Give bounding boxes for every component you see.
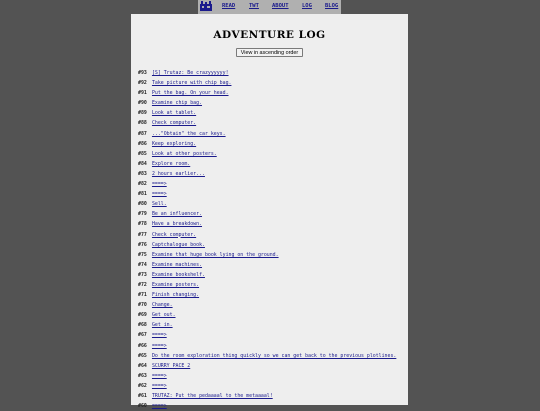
log-entry <box>138 108 406 118</box>
log-entry-link[interactable]: 2 hours earlier... <box>151 170 205 177</box>
log-entry-number: #67 <box>138 332 147 339</box>
log-entry-link[interactable]: ====> <box>151 342 167 349</box>
log-entry <box>138 129 406 139</box>
page-title: ADVENTURE LOG <box>213 29 326 41</box>
log-entry <box>138 250 406 260</box>
log-entry <box>138 68 406 78</box>
log-entry <box>138 361 406 371</box>
log-entry <box>138 159 406 169</box>
log-entry-number: #63 <box>138 372 147 379</box>
log-entry-number: #69 <box>138 312 147 319</box>
log-entry-number: #66 <box>138 342 147 349</box>
nav-link-blog[interactable]: BLOG <box>325 3 339 9</box>
log-entry-number: #65 <box>138 352 147 359</box>
log-entry <box>138 290 406 300</box>
log-entry-number: #60 <box>138 403 147 410</box>
log-entry-number: #80 <box>138 201 147 208</box>
log-entry <box>138 351 406 361</box>
log-entry <box>138 189 406 199</box>
log-entry-link[interactable]: Put the bag. On your head. <box>151 90 229 97</box>
log-entry-link[interactable]: ====> <box>151 403 167 410</box>
log-entry <box>138 240 406 250</box>
top-navigation-bar <box>198 0 341 14</box>
log-entry <box>138 230 406 240</box>
log-entry <box>138 401 406 411</box>
log-entry-link[interactable]: Examine that huge book lying on the ground. <box>151 251 279 258</box>
log-entry-number: #62 <box>138 382 147 389</box>
log-entry-number: #61 <box>138 393 147 399</box>
log-entry-number: #82 <box>138 181 147 188</box>
log-entry <box>138 310 406 320</box>
log-entry <box>138 280 406 290</box>
log-entry-number: #85 <box>138 150 147 157</box>
log-entry-link[interactable]: ====> <box>151 191 167 198</box>
log-entry-number: #78 <box>138 221 147 228</box>
content-panel <box>131 14 408 410</box>
log-entry <box>138 78 406 88</box>
log-entry-link[interactable]: TRUTAZ: Put the pedaaaal to the metaaaal! <box>151 393 273 399</box>
log-entry-number: #89 <box>138 110 147 117</box>
log-entry-number: #84 <box>138 160 147 167</box>
log-entry <box>138 371 406 381</box>
log-entry-number: #81 <box>138 191 147 198</box>
log-entry-number: #92 <box>138 80 147 87</box>
log-entry-link[interactable]: ..."Obtain" the car keys. <box>151 130 226 137</box>
log-entry <box>138 330 406 340</box>
log-entry-number: #70 <box>138 302 147 309</box>
log-entry-number: #75 <box>138 251 147 258</box>
log-entry <box>138 139 406 149</box>
log-entry <box>138 88 406 98</box>
log-entry <box>138 260 406 270</box>
log-entry-link[interactable]: [S] Trutaz: Be crazyyyyyy! <box>151 70 229 76</box>
log-entry-number: #73 <box>138 271 147 278</box>
log-entry-number: #76 <box>138 241 147 248</box>
log-entry-number: #74 <box>138 261 147 268</box>
log-entry <box>138 209 406 219</box>
log-entry-link[interactable]: Examine bookshelf. <box>151 271 205 278</box>
log-entry-link[interactable]: Be an influencer. <box>151 211 203 218</box>
log-entry-number: #71 <box>138 292 147 299</box>
log-entry <box>138 219 406 229</box>
log-entry-link[interactable]: Have a breakdown. <box>151 221 203 228</box>
log-entry-number: #83 <box>138 170 147 177</box>
log-entry-link[interactable]: Change. <box>151 302 173 309</box>
log-entry <box>138 320 406 330</box>
log-entry-link[interactable]: ====> <box>151 181 167 188</box>
log-entry-link[interactable]: Look at tablet. <box>151 110 197 117</box>
log-entry <box>138 270 406 280</box>
log-entry <box>138 149 406 159</box>
log-entry-link[interactable]: Get in. <box>151 322 173 329</box>
log-entry-number: #90 <box>138 100 147 107</box>
nav-link-about[interactable]: ABOUT <box>272 3 289 9</box>
log-entry-link[interactable]: Examine machines. <box>151 261 203 268</box>
log-entry-number: #64 <box>138 362 147 369</box>
nav-link-log[interactable]: LOG <box>302 3 312 9</box>
log-entry <box>138 199 406 209</box>
log-entry-number: #91 <box>138 90 147 97</box>
log-entry-number: #68 <box>138 322 147 329</box>
log-entry-link[interactable]: Check computer. <box>151 120 197 127</box>
log-entry-number: #86 <box>138 140 147 147</box>
log-entry <box>138 179 406 189</box>
log-entry-number: #72 <box>138 281 147 288</box>
log-entry-link[interactable]: ====> <box>151 382 167 389</box>
log-entry-link[interactable]: Take picture with chip bag. <box>151 80 232 87</box>
log-entry-link[interactable]: SCURRY PACE 2 <box>151 362 191 369</box>
ascending-order-button[interactable]: View in ascending order <box>236 48 303 57</box>
log-entry-link[interactable]: Captchalogue book. <box>151 241 205 248</box>
nav-link-twt[interactable]: TWT <box>249 3 259 9</box>
adventure-log-list <box>138 68 406 411</box>
log-entry-number: #93 <box>138 70 147 76</box>
log-entry-link[interactable]: Examine posters. <box>151 281 200 288</box>
log-entry-link[interactable]: Keep exploring. <box>151 140 197 147</box>
log-entry-link[interactable]: ====> <box>151 332 167 339</box>
log-entry <box>138 391 406 401</box>
log-entry-link[interactable]: Explore room. <box>151 160 191 167</box>
log-entry-link[interactable]: Get out. <box>151 312 176 319</box>
log-entry-number: #79 <box>138 211 147 218</box>
log-entry-link[interactable]: Examine chip bag. <box>151 100 203 107</box>
log-entry-number: #77 <box>138 231 147 238</box>
log-entry-link[interactable]: Finish changing. <box>151 292 200 299</box>
log-entry <box>138 98 406 108</box>
log-entry-link[interactable]: ====> <box>151 372 167 379</box>
log-entry <box>138 118 406 128</box>
log-entry-link[interactable]: Check computer. <box>151 231 197 238</box>
log-entry-link[interactable]: Sell. <box>151 201 167 208</box>
site-logo-icon[interactable] <box>200 1 212 11</box>
log-entry-link[interactable]: Look at other posters. <box>151 150 217 157</box>
log-entry <box>138 381 406 391</box>
log-entry-number: #88 <box>138 120 147 127</box>
log-entry <box>138 341 406 351</box>
nav-link-read[interactable]: READ <box>222 3 236 9</box>
log-entry-link[interactable]: Do the room exploration thing quickly so we can get back to the previous plotlines. <box>151 352 397 359</box>
log-entry <box>138 169 406 179</box>
log-entry <box>138 300 406 310</box>
log-entry-number: #87 <box>138 130 147 137</box>
